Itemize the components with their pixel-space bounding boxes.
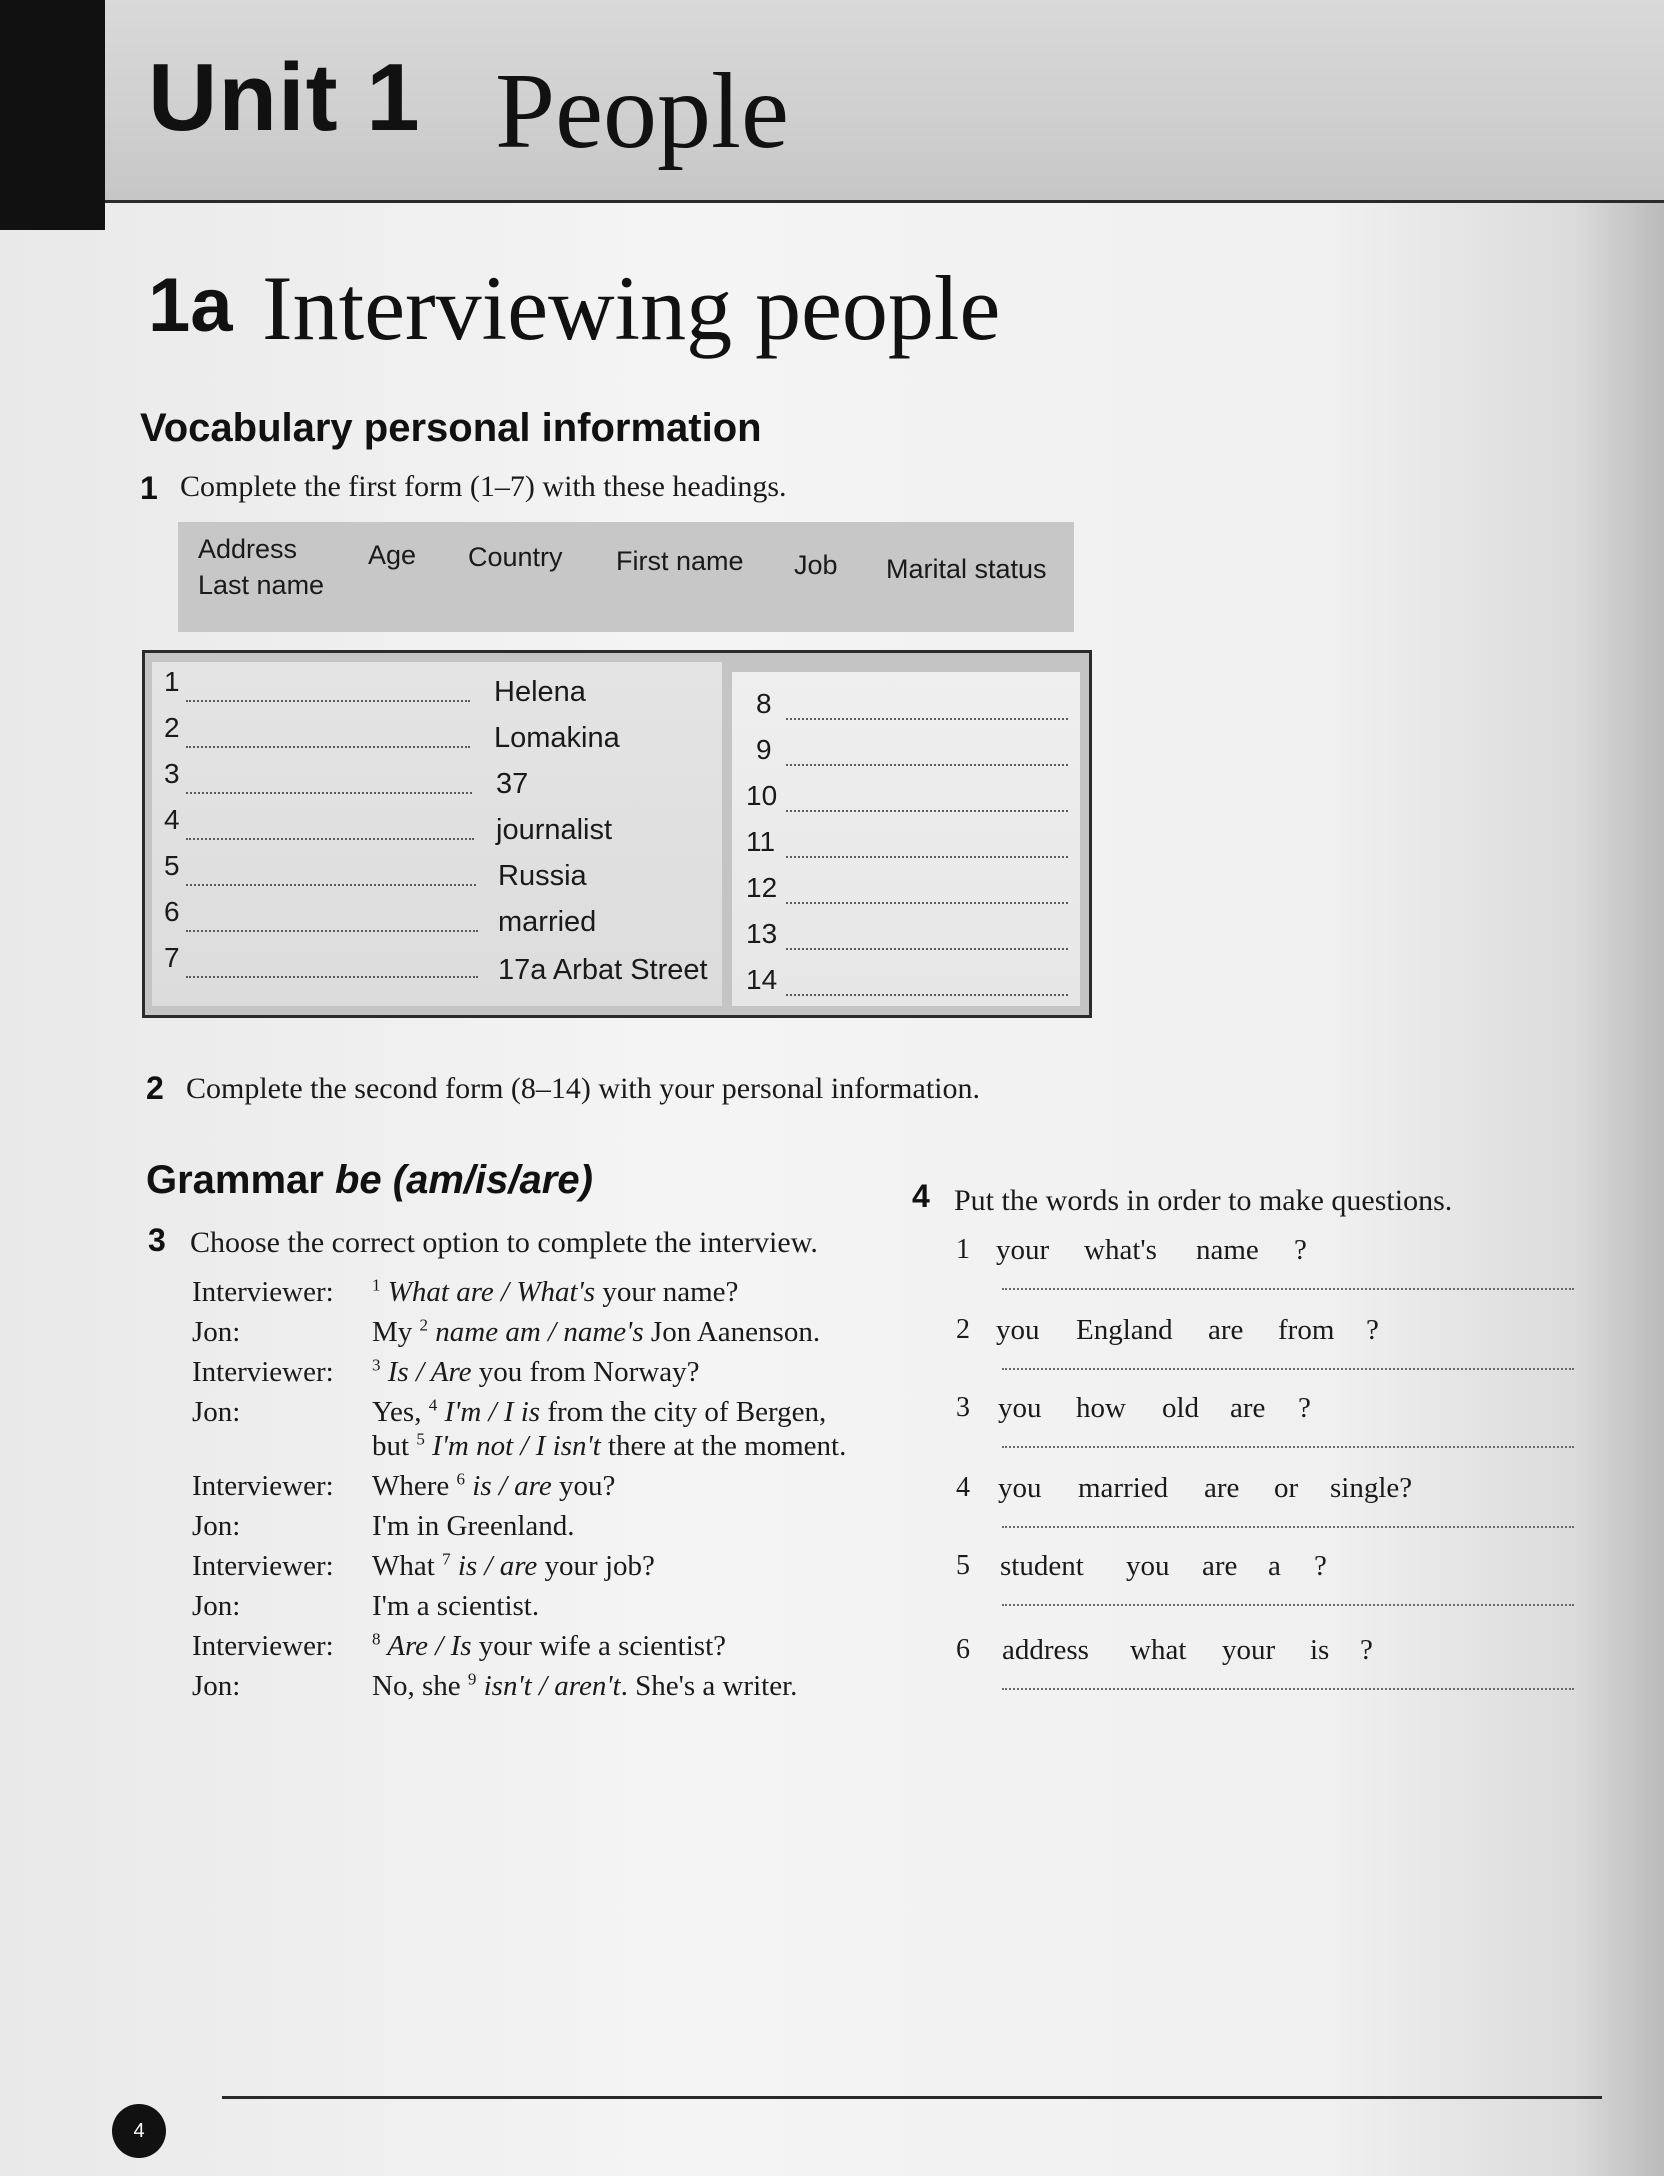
form-row-value: Lomakina <box>494 722 620 754</box>
form-answer-line-13[interactable] <box>786 948 1068 950</box>
answer-option[interactable]: Are / Is <box>380 1630 472 1662</box>
question-number: 1 <box>956 1234 970 1265</box>
scrambled-word: England <box>1076 1314 1173 1346</box>
dialog-text: there at the moment. <box>600 1430 847 1462</box>
form-row-value: 17a Arbat Street <box>498 954 708 986</box>
scrambled-word: name <box>1196 1234 1259 1266</box>
scrambled-word: are <box>1202 1550 1238 1582</box>
unit-title: People <box>495 52 789 171</box>
scrambled-word: address <box>1002 1634 1089 1666</box>
form-row-number: 5 <box>164 850 180 881</box>
dialog-speaker: Interviewer: <box>192 1470 334 1502</box>
form-row-number: 6 <box>164 896 180 927</box>
scrambled-word: from <box>1278 1314 1335 1346</box>
dialog-text: My <box>372 1316 420 1348</box>
dialog-speaker: Interviewer: <box>192 1356 334 1388</box>
scrambled-word: how <box>1076 1392 1126 1424</box>
dialog-line <box>372 1355 700 1388</box>
form-answer-line-12[interactable] <box>786 902 1068 904</box>
scrambled-word: married <box>1078 1472 1169 1504</box>
gap-number: 6 <box>456 1469 466 1489</box>
form-row-number: 4 <box>164 804 180 835</box>
page-edge-shadow <box>1574 0 1664 2176</box>
heading-word: Country <box>468 542 563 572</box>
scrambled-word: a <box>1268 1550 1281 1582</box>
dialog-line <box>372 1669 798 1702</box>
dialog-speaker: Jon: <box>192 1670 241 1702</box>
heading-word: Last name <box>198 570 325 600</box>
question-answer-line[interactable] <box>1002 1288 1574 1290</box>
gap-number: 4 <box>428 1395 438 1415</box>
scrambled-word: you <box>998 1472 1042 1504</box>
form-row-number: 2 <box>164 712 180 743</box>
scrambled-word: ? <box>1366 1314 1379 1346</box>
question-answer-line[interactable] <box>1002 1604 1574 1606</box>
dialog-line <box>372 1549 655 1582</box>
scrambled-word: ? <box>1294 1234 1307 1266</box>
form-row-number: 14 <box>746 964 778 995</box>
form-row-number: 10 <box>746 780 778 811</box>
dialog-text: Jon Aanenson. <box>643 1316 821 1348</box>
unit-tab-marker <box>0 0 105 230</box>
form-answer-line-1[interactable] <box>186 700 470 702</box>
scrambled-word: are <box>1204 1472 1240 1504</box>
heading-word: First name <box>616 546 744 576</box>
form-row-number: 8 <box>756 688 772 719</box>
heading-word: Age <box>368 540 417 570</box>
scrambled-word: are <box>1208 1314 1244 1346</box>
scrambled-word: old <box>1162 1392 1200 1424</box>
answer-option[interactable]: is / are <box>465 1470 552 1502</box>
dialog-speaker: Jon: <box>192 1510 241 1542</box>
scrambled-word: ? <box>1360 1634 1373 1666</box>
grammar-heading-prefix: Grammar <box>146 1158 324 1202</box>
form-row-value: married <box>498 906 597 938</box>
form-answer-line-9[interactable] <box>786 764 1068 766</box>
dialog-line <box>372 1275 739 1308</box>
lesson-title: Interviewing people <box>262 257 1001 359</box>
dialog-text: I'm a scientist. <box>372 1590 540 1622</box>
form-row-value: 37 <box>496 768 529 800</box>
dialog-text: your job? <box>537 1550 655 1582</box>
gap-number: 7 <box>442 1549 451 1569</box>
gap-number: 1 <box>372 1275 381 1295</box>
lesson-number: 1a <box>148 263 233 348</box>
form-answer-line-11[interactable] <box>786 856 1068 858</box>
form-answer-line-5[interactable] <box>186 884 476 886</box>
form-answer-line-14[interactable] <box>786 994 1068 996</box>
form-row-number: 7 <box>164 942 180 973</box>
answer-option[interactable]: Is / Are <box>380 1356 472 1388</box>
dialog-text: . She's a writer. <box>620 1670 798 1702</box>
scrambled-word: your <box>996 1234 1050 1266</box>
answer-option[interactable]: is / are <box>450 1550 538 1582</box>
form-answer-line-8[interactable] <box>786 718 1068 720</box>
question-number: 6 <box>956 1634 970 1665</box>
form-answer-line-7[interactable] <box>186 976 478 978</box>
dialog-text: No, she <box>372 1670 468 1702</box>
answer-option[interactable]: What are / What's <box>380 1276 596 1308</box>
dialog-line <box>372 1592 539 1621</box>
scrambled-word: you <box>1126 1550 1170 1582</box>
heading-word: Marital status <box>886 554 1047 584</box>
dialog-text: I'm in Greenland. <box>372 1510 575 1542</box>
dialog-line <box>372 1512 575 1541</box>
dialog-line <box>372 1395 827 1428</box>
heading-word: Address <box>198 534 298 564</box>
headings-word-box <box>178 522 1074 632</box>
dialog-text: your wife a scientist? <box>471 1630 727 1662</box>
dialog-text: Yes, <box>372 1396 429 1428</box>
dialog-speaker: Jon: <box>192 1590 241 1622</box>
scrambled-word: are <box>1230 1392 1266 1424</box>
dialog-text: you from Norway? <box>471 1356 700 1388</box>
form-answer-line-3[interactable] <box>186 792 472 794</box>
exercise-1-number: 1 <box>140 470 158 506</box>
form-row-number: 9 <box>756 734 772 765</box>
form-row-value: Russia <box>498 860 587 892</box>
dialog-speaker: Interviewer: <box>192 1550 334 1582</box>
form-row-value: journalist <box>496 814 613 846</box>
form-row-number: 13 <box>746 918 778 949</box>
gap-number: 9 <box>467 1669 477 1689</box>
scrambled-word: your <box>1222 1634 1276 1666</box>
answer-option[interactable]: I'm not / I isn't <box>424 1430 601 1462</box>
scrambled-word: student <box>1000 1550 1084 1582</box>
form-answer-line-10[interactable] <box>786 810 1068 812</box>
answer-option[interactable]: name am / name's <box>428 1316 644 1348</box>
dialog-line <box>372 1429 847 1462</box>
exercise-1-instruction: Complete the first form (1–7) with these headings. <box>180 470 787 503</box>
dialog-text: you? <box>551 1470 616 1502</box>
grammar-heading-topic: be (am/is/are) <box>335 1158 593 1202</box>
form-answer-line-2[interactable] <box>186 746 470 748</box>
question-answer-line[interactable] <box>1002 1446 1574 1448</box>
dialog-text: but <box>372 1430 417 1462</box>
form-row-value: Helena <box>494 676 586 708</box>
scrambled-word: what <box>1130 1634 1187 1666</box>
heading-word: Job <box>794 550 838 580</box>
form-row-number: 1 <box>164 666 180 697</box>
exercise-4-instruction: Put the words in order to make questions. <box>954 1184 1453 1217</box>
question-answer-line[interactable] <box>1002 1526 1574 1528</box>
scrambled-word: is <box>1310 1634 1330 1666</box>
gap-number: 5 <box>416 1429 425 1449</box>
dialog-text: from the city of Bergen, <box>540 1396 827 1428</box>
dialog-speaker: Jon: <box>192 1316 241 1348</box>
footer-rule <box>222 2096 1602 2099</box>
form-second-panel <box>732 672 1080 1006</box>
form-row-number: 12 <box>746 872 778 903</box>
gap-number: 3 <box>372 1355 381 1375</box>
dialog-speaker: Interviewer: <box>192 1630 334 1662</box>
gap-number: 8 <box>372 1629 381 1649</box>
unit-label: Unit 1 <box>148 44 421 151</box>
exercise-3-instruction: Choose the correct option to complete the interview. <box>190 1226 818 1259</box>
scrambled-word: single? <box>1330 1472 1413 1504</box>
question-answer-line[interactable] <box>1002 1368 1574 1370</box>
question-number: 2 <box>956 1314 970 1345</box>
scrambled-word: what's <box>1084 1234 1157 1266</box>
dialog-text: Where <box>372 1470 457 1502</box>
question-number: 3 <box>956 1392 970 1423</box>
scrambled-word: ? <box>1314 1550 1327 1582</box>
form-answer-line-4[interactable] <box>186 838 474 840</box>
question-answer-line[interactable] <box>1002 1688 1574 1690</box>
scrambled-word: ? <box>1298 1392 1311 1424</box>
dialog-line <box>372 1469 616 1502</box>
page-number-badge: 4 <box>112 2104 166 2158</box>
dialog-speaker: Jon: <box>192 1396 241 1428</box>
gap-number: 2 <box>419 1315 429 1335</box>
dialog-line <box>372 1629 727 1662</box>
question-number: 5 <box>956 1550 970 1581</box>
exercise-4-number: 4 <box>912 1178 930 1214</box>
dialog-speaker: Interviewer: <box>192 1276 334 1308</box>
scrambled-word: you <box>996 1314 1040 1346</box>
grammar-heading <box>146 1160 593 1200</box>
exercise-2-instruction: Complete the second form (8–14) with your personal information. <box>186 1072 980 1105</box>
answer-option[interactable]: I'm / I is <box>437 1396 541 1428</box>
answer-option[interactable]: isn't / aren't <box>476 1670 621 1702</box>
dialog-text: What <box>372 1550 443 1582</box>
form-row-number: 11 <box>746 826 776 857</box>
exercise-2-number: 2 <box>146 1070 164 1106</box>
vocabulary-heading: Vocabulary personal information <box>140 406 762 450</box>
dialog-line <box>372 1315 821 1348</box>
scrambled-word: you <box>998 1392 1042 1424</box>
form-row-number: 3 <box>164 758 180 789</box>
dialog-text: your name? <box>595 1276 739 1308</box>
question-number: 4 <box>956 1472 970 1503</box>
form-answer-line-6[interactable] <box>186 930 478 932</box>
exercise-3-number: 3 <box>148 1222 166 1258</box>
scrambled-word: or <box>1274 1472 1299 1504</box>
